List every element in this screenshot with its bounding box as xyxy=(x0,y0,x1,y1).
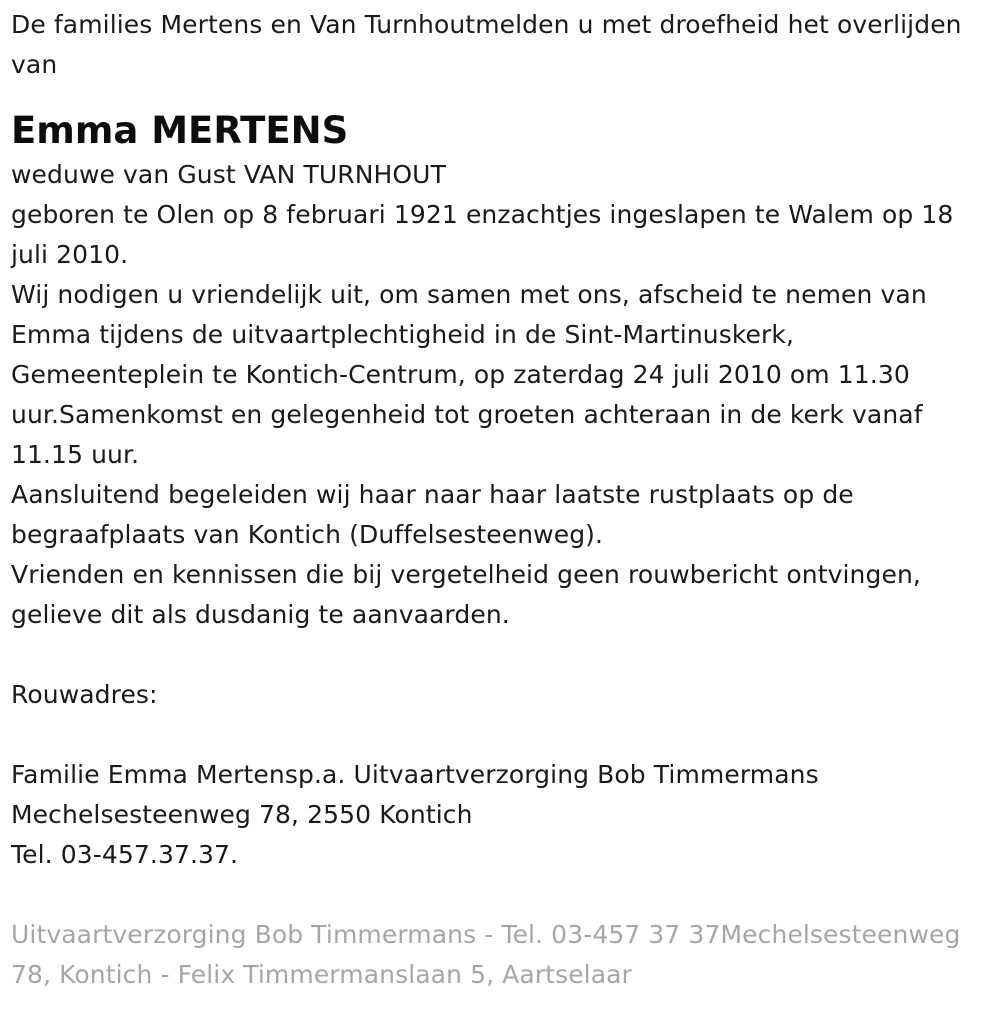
address-line-2: Mechelsesteenweg 78, 2550 Kontich xyxy=(11,800,473,829)
footer xyxy=(11,915,990,995)
spacer xyxy=(11,875,990,915)
address-label: Rouwadres: xyxy=(11,680,158,709)
spacer xyxy=(11,715,990,755)
footer-text: Uitvaartverzorging Bob Timmermans - Tel. 03-457 37 37Mechelsesteenweg 78, Kontich - Felix Timmermanslaan 5, Aartselaar xyxy=(11,920,961,989)
address-line-1: Familie Emma Mertensp.a. Uitvaartverzorging Bob Timmermans xyxy=(11,760,819,789)
birth-death-text: geboren te Olen op 8 februari 1921 enzachtjes ingeslapen te Walem op 18 juli 2010. xyxy=(11,200,954,269)
spacer xyxy=(11,635,990,675)
notice-text: Vrienden en kennissen die bij vergetelheid geen rouwbericht ontvingen, gelieve dit als dusdanig te aanvaarden. xyxy=(11,560,921,629)
widow-line: weduwe van Gust VAN TURNHOUT xyxy=(11,160,446,189)
address-block xyxy=(11,755,990,875)
address-phone: Tel. 03-457.37.37. xyxy=(11,840,239,869)
deceased-name: Emma MERTENS xyxy=(11,109,349,152)
intro-text: De families Mertens en Van Turnhoutmelden u met droefheid het overlijden van xyxy=(11,10,962,79)
invitation-text: Wij nodigen u vriendelijk uit, om samen met ons, afscheid te nemen van Emma tijdens de uitvaartplechtigheid in de Sint-Martinuskerk, Gemeenteplein te Kontich-Centrum, op zaterdag 24 juli 2010 om 11.30 uur.Samenkomst en gelegenheid tot groeten achteraan in de kerk vanaf 11.15 uur. xyxy=(11,280,927,469)
burial-text: Aansluitend begeleiden wij haar naar haar laatste rustplaats op de begraafplaats van Kontich (Duffelsesteenweg). xyxy=(11,480,854,549)
